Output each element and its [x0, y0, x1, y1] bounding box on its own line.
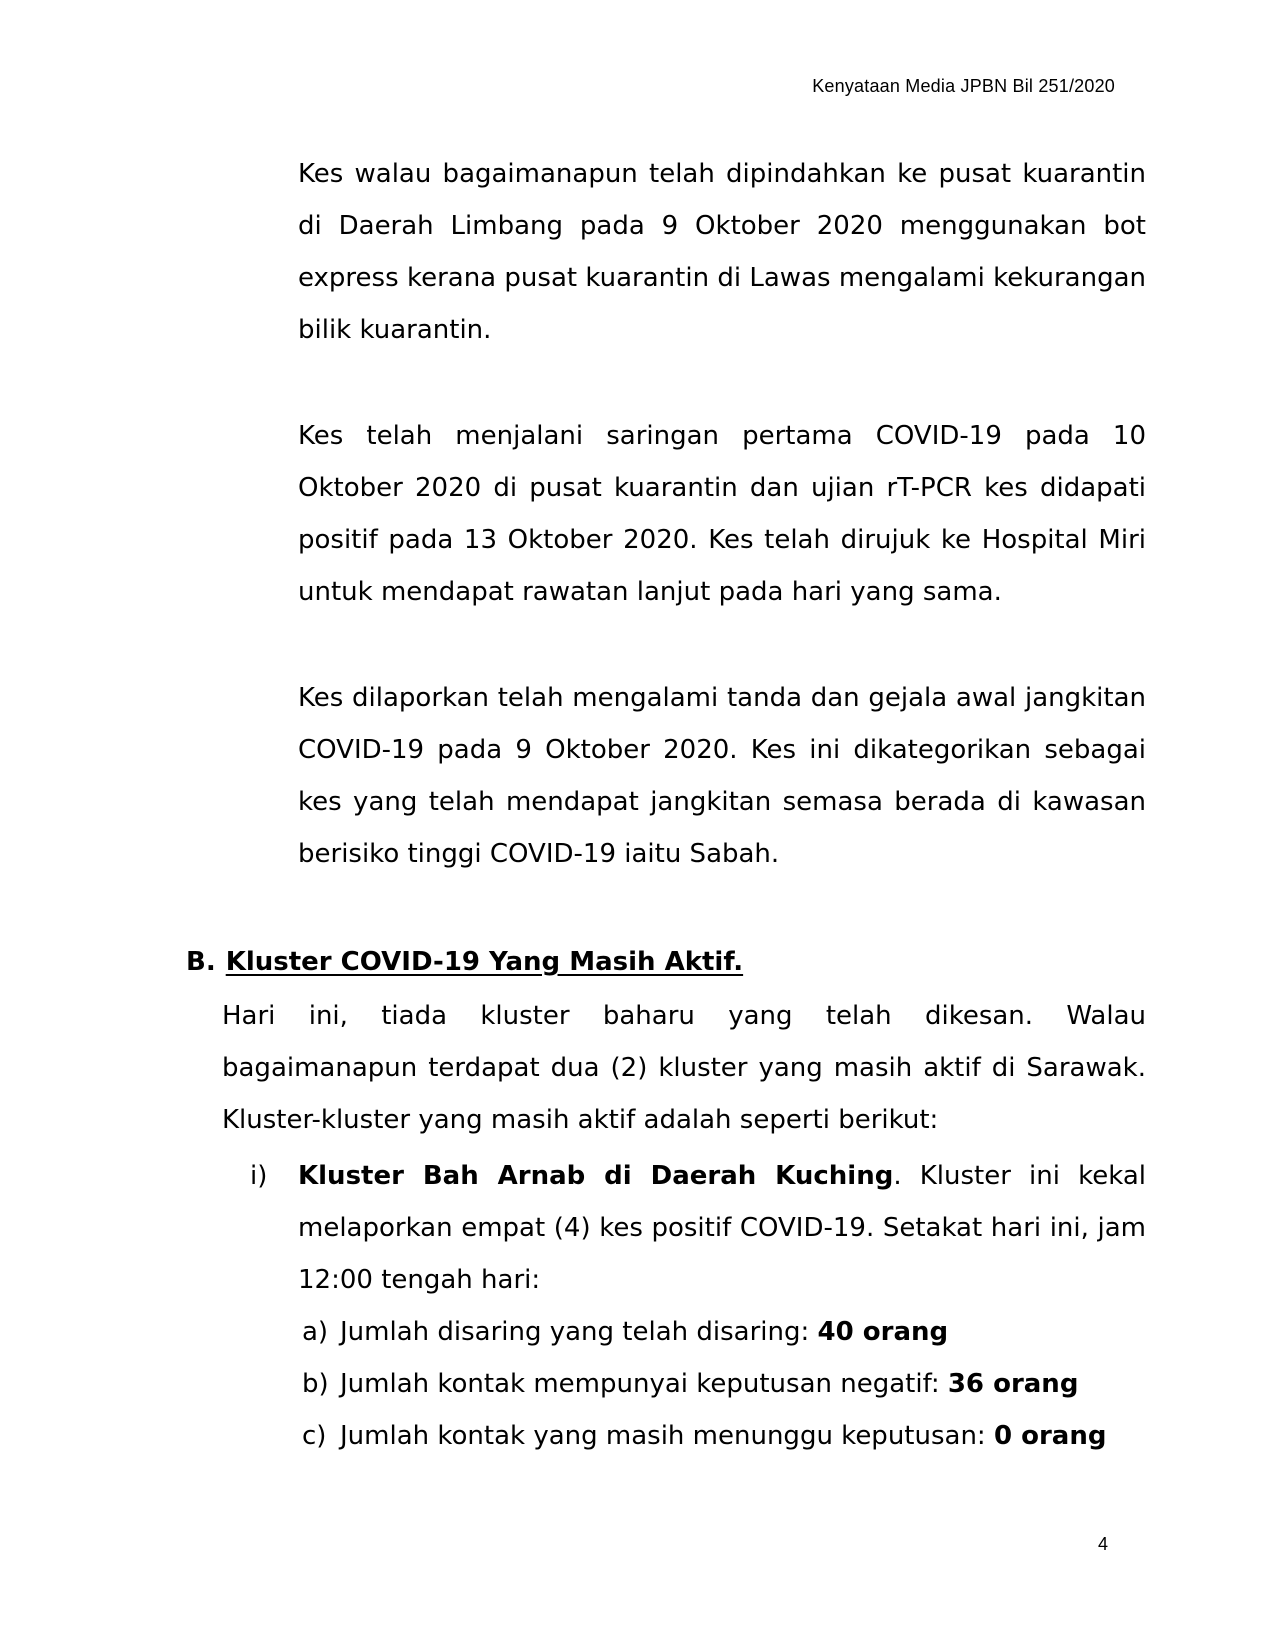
cluster-name: Kluster Bah Arnab di Daerah Kuching — [298, 1161, 894, 1191]
page-number: 4 — [1098, 1534, 1109, 1554]
subitem-marker: b) — [302, 1369, 329, 1399]
list-item — [302, 1358, 1078, 1410]
subitem-value: 36 orang — [947, 1369, 1079, 1399]
subitem-label: Jumlah kontak mempunyai keputusan negatif: — [340, 1369, 948, 1399]
document-reference-header: Kenyataan Media JPBN Bil 251/2020 — [812, 76, 1115, 96]
paragraph-screening-result: Kes telah menjalani saringan pertama COVID-19 pada 10 Oktober 2020 di pusat kuarantin dan ujian rT-PCR kes didapati positif pada 13 Oktober 2020. Kes telah dirujuk ke Hospital Miri untuk mendapat rawatan lanjut pada hari yang sama. — [298, 421, 1146, 607]
subitem-value: 40 orang — [817, 1317, 949, 1347]
list-item — [302, 1306, 948, 1358]
paragraph-quarantine-transfer: Kes walau bagaimanapun telah dipindahkan ke pusat kuarantin di Daerah Limbang pada 9 Oktober 2020 menggunakan bot express kerana pusat kuarantin di Lawas mengalami kekurangan bilik kuarantin. — [298, 159, 1146, 345]
subitem-value: 0 orang — [993, 1421, 1107, 1451]
section-b-title: Kluster COVID-19 Yang Masih Aktif. — [225, 947, 744, 977]
list-item — [302, 1410, 1106, 1462]
item-i-paragraph — [298, 1150, 1146, 1306]
subitem-marker: a) — [302, 1317, 329, 1347]
section-b-letter: B. — [186, 947, 216, 977]
cluster-name-period: . — [893, 1161, 902, 1191]
subitem-marker: c) — [302, 1421, 327, 1451]
paragraph-symptoms: Kes dilaporkan telah mengalami tanda dan gejala awal jangkitan COVID-19 pada 9 Oktober 2020. Kes ini dikategorikan sebagai kes yang telah mendapat jangkitan semasa berada di kawasan berisiko tinggi COVID-19 iaitu Sabah. — [298, 683, 1146, 869]
subitem-label: Jumlah kontak yang masih menunggu keputusan: — [340, 1421, 994, 1451]
section-b-heading — [186, 936, 743, 988]
section-b-intro: Hari ini, tiada kluster baharu yang telah dikesan. Walau bagaimanapun terdapat dua (2) kluster yang masih aktif di Sarawak. Kluster-kluster yang masih aktif adalah seperti berikut: — [222, 1001, 1146, 1135]
cluster-description: Kluster ini kekal melaporkan empat (4) kes positif COVID-19. Setakat hari ini, jam 12:00 tengah hari: — [298, 1161, 1146, 1295]
subitem-label: Jumlah disaring yang telah disaring: — [340, 1317, 818, 1347]
item-i-marker: i) — [250, 1161, 268, 1191]
